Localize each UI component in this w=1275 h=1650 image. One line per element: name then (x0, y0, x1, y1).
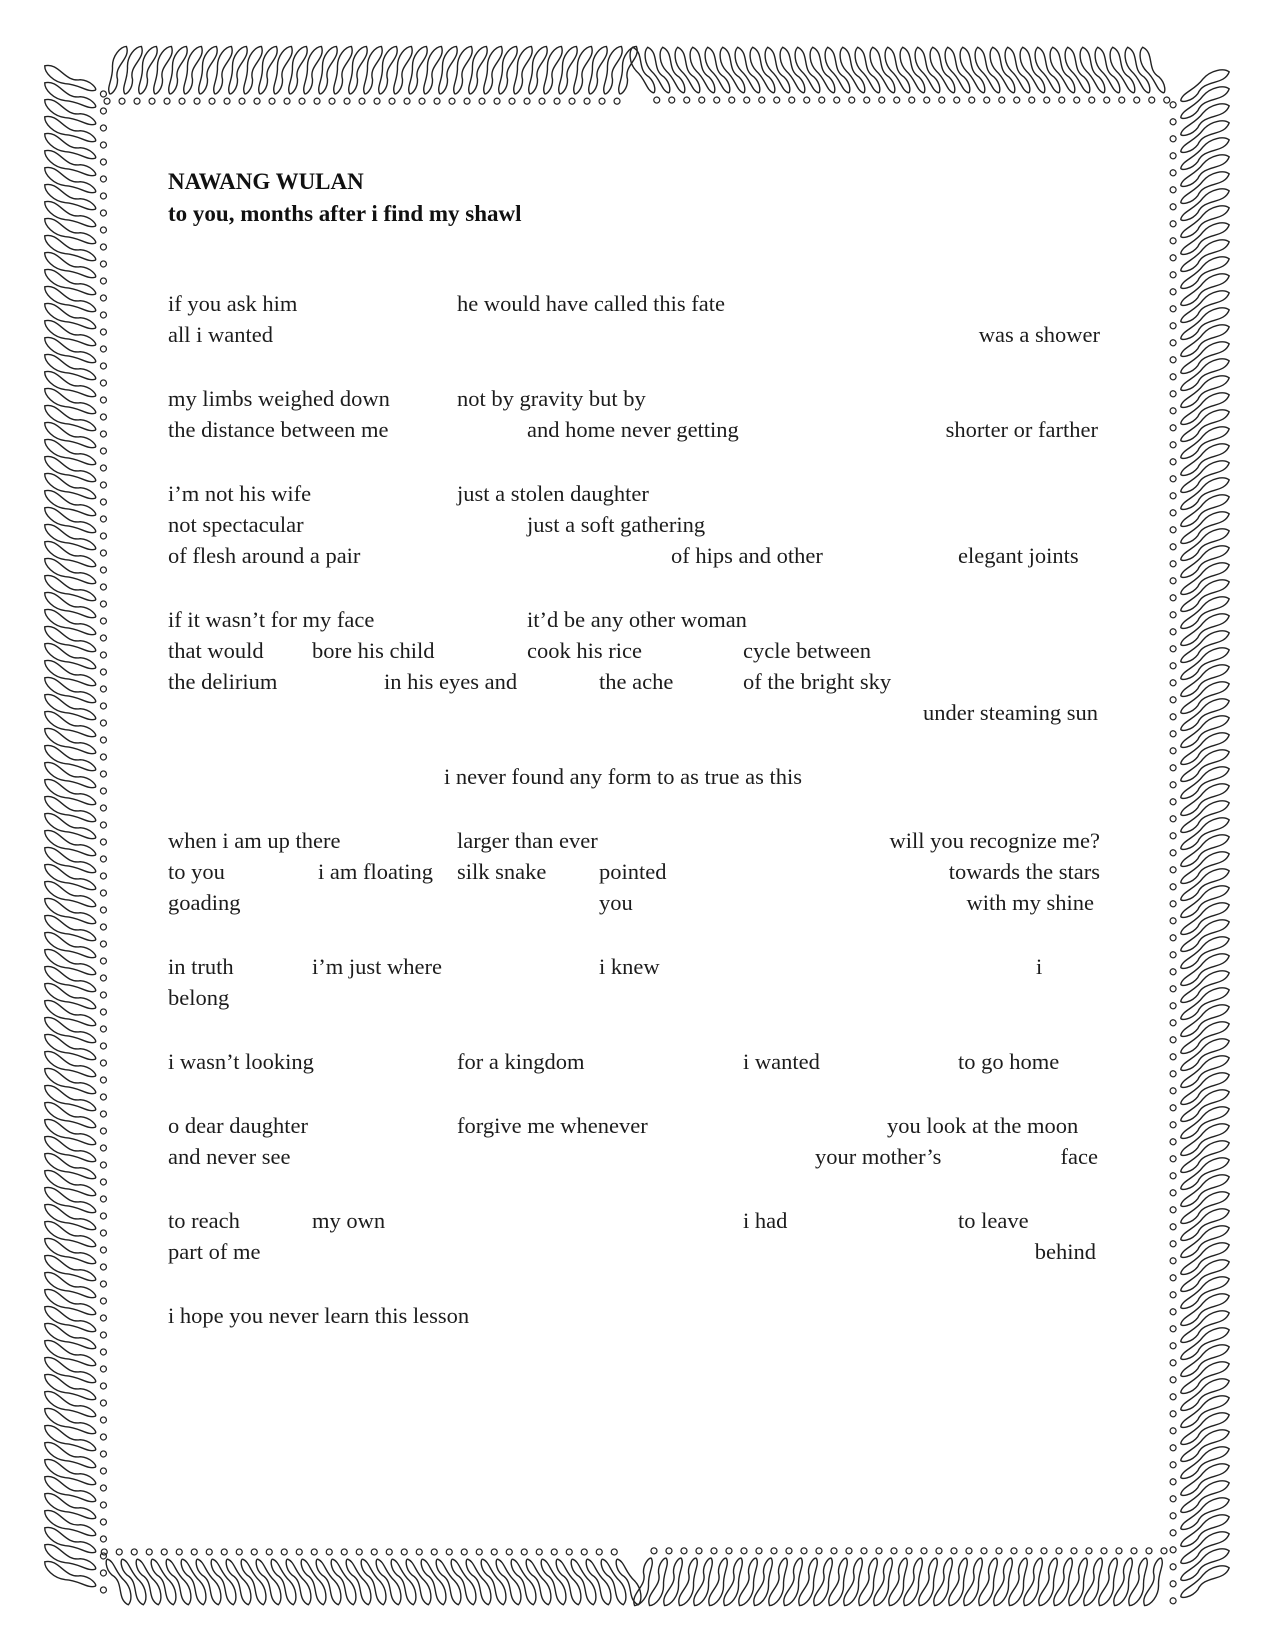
poem-line-12-segment-1: i never found any form to as true as this (444, 764, 803, 789)
poem-line-14-segment-3: silk snake (457, 859, 547, 884)
poem-line-14-segment-2: i am floating (318, 859, 433, 884)
poem-line-4-segment-2: and home never getting (527, 417, 739, 442)
poem-line-21-segment-4: to leave (958, 1208, 1029, 1233)
poem-line-8-segment-2: it’d be any other woman (527, 607, 747, 632)
border-leaf-left-89 (41, 1556, 108, 1600)
poem-line-1-segment-2: he would have called this fate (457, 291, 726, 316)
poem-line-18-segment-4: to go home (958, 1049, 1060, 1074)
poem-line-13-segment-3: will you recognize me? (889, 828, 1100, 853)
poem-line-15-segment-1: goading (168, 890, 241, 915)
poem-line-17-segment-1: belong (168, 985, 230, 1010)
poem-line-10-segment-2: in his eyes and (384, 669, 518, 694)
poem-line-10-segment-1: the delirium (168, 669, 278, 694)
poem-line-19-segment-3: you look at the moon (887, 1113, 1079, 1138)
poem-line-7-segment-1: of flesh around a pair (168, 543, 361, 568)
poem-title: NAWANG WULAN (168, 169, 364, 194)
poem-line-6-segment-2: just a soft gathering (527, 512, 706, 537)
poem-line-6-segment-1: not spectacular (168, 512, 304, 537)
poem-line-20-segment-3: face (1060, 1144, 1098, 1169)
poem-line-9-segment-2: bore his child (312, 638, 435, 663)
poem-line-16-segment-2: i’m just where (312, 954, 442, 979)
poem-line-10-segment-3: the ache (599, 669, 674, 694)
poem-line-23-segment-1: i hope you never learn this lesson (168, 1303, 470, 1328)
poem-line-1-segment-1: if you ask him (168, 291, 298, 316)
poem-line-11-segment-1: under steaming sun (923, 700, 1098, 725)
poem-line-15-segment-2: you (599, 890, 633, 915)
poem-line-21-segment-3: i had (743, 1208, 788, 1233)
poem-line-16-segment-1: in truth (168, 954, 234, 979)
poem-line-5-segment-2: just a stolen daughter (457, 481, 649, 506)
poem-line-2-segment-2: was a shower (978, 322, 1100, 347)
poem-line-15-segment-3: with my shine (966, 890, 1094, 915)
poem-line-18-segment-1: i wasn’t looking (168, 1049, 314, 1074)
poem-line-10-segment-4: of the bright sky (743, 669, 892, 694)
poem-line-19-segment-1: o dear daughter (168, 1113, 308, 1138)
poem-line-21-segment-1: to reach (168, 1208, 240, 1233)
poem-line-16-segment-4: i (1036, 954, 1043, 979)
poem-line-8-segment-1: if it wasn’t for my face (168, 607, 375, 632)
poem-line-16-segment-3: i knew (599, 954, 660, 979)
poem-line-4-segment-1: the distance between me (168, 417, 389, 442)
poem-line-20-segment-1: and never see (168, 1144, 291, 1169)
poem-line-18-segment-3: i wanted (743, 1049, 820, 1074)
poem-line-18-segment-2: for a kingdom (457, 1049, 585, 1074)
poem-line-3-segment-2: not by gravity but by (457, 386, 646, 411)
poem-line-13-segment-1: when i am up there (168, 828, 341, 853)
poem-line-2-segment-1: all i wanted (168, 322, 273, 347)
poem-line-7-segment-2: of hips and other (671, 543, 823, 568)
poem-line-7-segment-3: elegant joints (958, 543, 1079, 568)
poem-line-9-segment-1: that would (168, 638, 264, 663)
poem-line-22-segment-2: behind (1034, 1239, 1096, 1264)
poem-line-14-segment-4: pointed (599, 859, 667, 884)
poem-line-9-segment-4: cycle between (743, 638, 872, 663)
poem-line-9-segment-3: cook his rice (527, 638, 642, 663)
poem-line-19-segment-2: forgive me whenever (457, 1113, 648, 1138)
poem-line-4-segment-3: shorter or farther (945, 417, 1098, 442)
poem-line-5-segment-1: i’m not his wife (168, 481, 312, 506)
poem-line-20-segment-2: your mother’s (815, 1144, 942, 1169)
poem-line-13-segment-2: larger than ever (457, 828, 598, 853)
poem-line-3-segment-1: my limbs weighed down (168, 386, 390, 411)
poem-line-22-segment-1: part of me (168, 1239, 261, 1264)
poem-subtitle: to you, months after i find my shawl (168, 201, 522, 226)
poem-line-14-segment-5: towards the stars (948, 859, 1100, 884)
poem-line-21-segment-2: my own (312, 1208, 386, 1233)
poem-line-14-segment-1: to you (168, 859, 225, 884)
